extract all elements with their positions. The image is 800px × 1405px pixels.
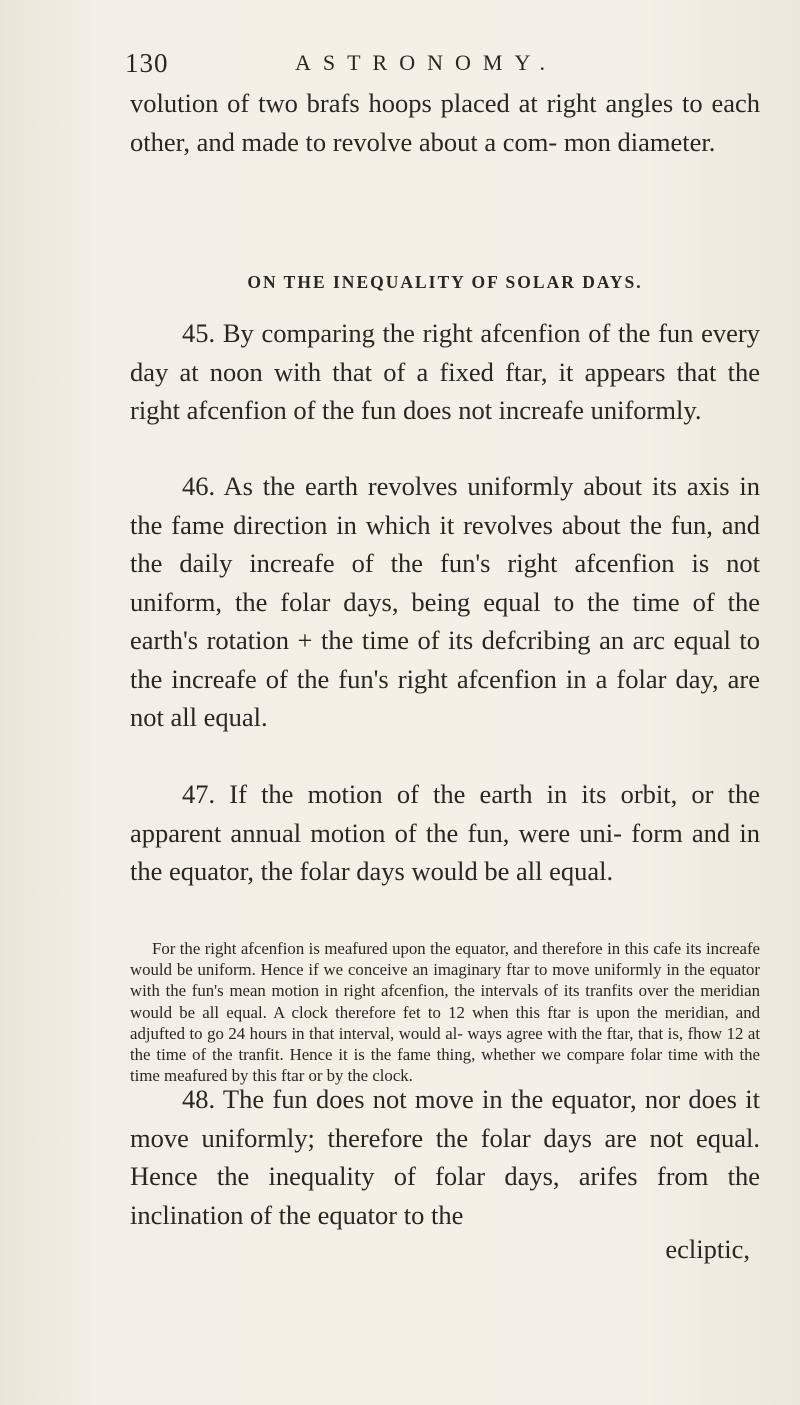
paragraph-text: The fun does not move in the equator, nor does it move uniformly; therefore the folar days are not equal. Hence the inequality of folar days, arifes from the inclination of the equator to the bbox=[130, 1084, 760, 1230]
paragraph-46 bbox=[130, 467, 760, 737]
paragraph-47 bbox=[130, 775, 760, 891]
page-number: 130 bbox=[125, 48, 169, 78]
paragraph-text: By comparing the right afcenfion of the fun every day at noon with that of a fixed ftar, it appears that the right afcenfion of the fun does not increafe uniformly. bbox=[130, 318, 761, 425]
paragraph-45 bbox=[130, 314, 760, 430]
page-header bbox=[125, 48, 645, 88]
paragraph-number: 47. bbox=[182, 779, 216, 809]
paragraph-number: 48. bbox=[182, 1084, 216, 1114]
paragraph-text: If the motion of the earth in its orbit, or the apparent annual motion of the fun, were uni- form and in the equator, the folar days would be all equal. bbox=[130, 779, 761, 886]
paragraph-number: 45. bbox=[182, 318, 216, 348]
footnote: For the right afcenfion is meafured upon the equator, and therefore in this cafe its increafe would be uniform. Hence if we conceive an imaginary ftar to move uniformly in the equator with the fun's mean motion in right afcenfion, the intervals of its tranfits over the meridian would be all equal. A clock therefore fet to 12 when this ftar is upon the meridian, and adjufted to go 24 hours in that interval, would al- ways agree with the ftar, that is, fhow 12 at the time of the tranfit. Hence it is the fame thing, whether we compare folar time with the time meafured by this ftar or by the clock. bbox=[130, 939, 760, 1086]
paragraph-text: As the earth revolves uniformly about its axis in the fame direction in which it revolves about the fun, and the daily increafe of the fun's right afcenfion is not uniform, the folar days, being equal to the time of the earth's rotation + the time of its defcribing an arc equal to the increafe of the fun's right afcenfion in a folar day, are not all equal. bbox=[130, 471, 760, 732]
catchword: ecliptic, bbox=[665, 1234, 750, 1264]
paragraph-48 bbox=[130, 1080, 760, 1234]
paragraph-number: 46. bbox=[182, 471, 216, 501]
running-head: ASTRONOMY. bbox=[295, 50, 558, 75]
continuation-paragraph: volution of two brafs hoops placed at right angles to each other, and made to revolve about a com- mon diameter. bbox=[130, 88, 760, 157]
section-heading: ON THE INEQUALITY OF SOLAR DAYS. bbox=[247, 272, 643, 292]
